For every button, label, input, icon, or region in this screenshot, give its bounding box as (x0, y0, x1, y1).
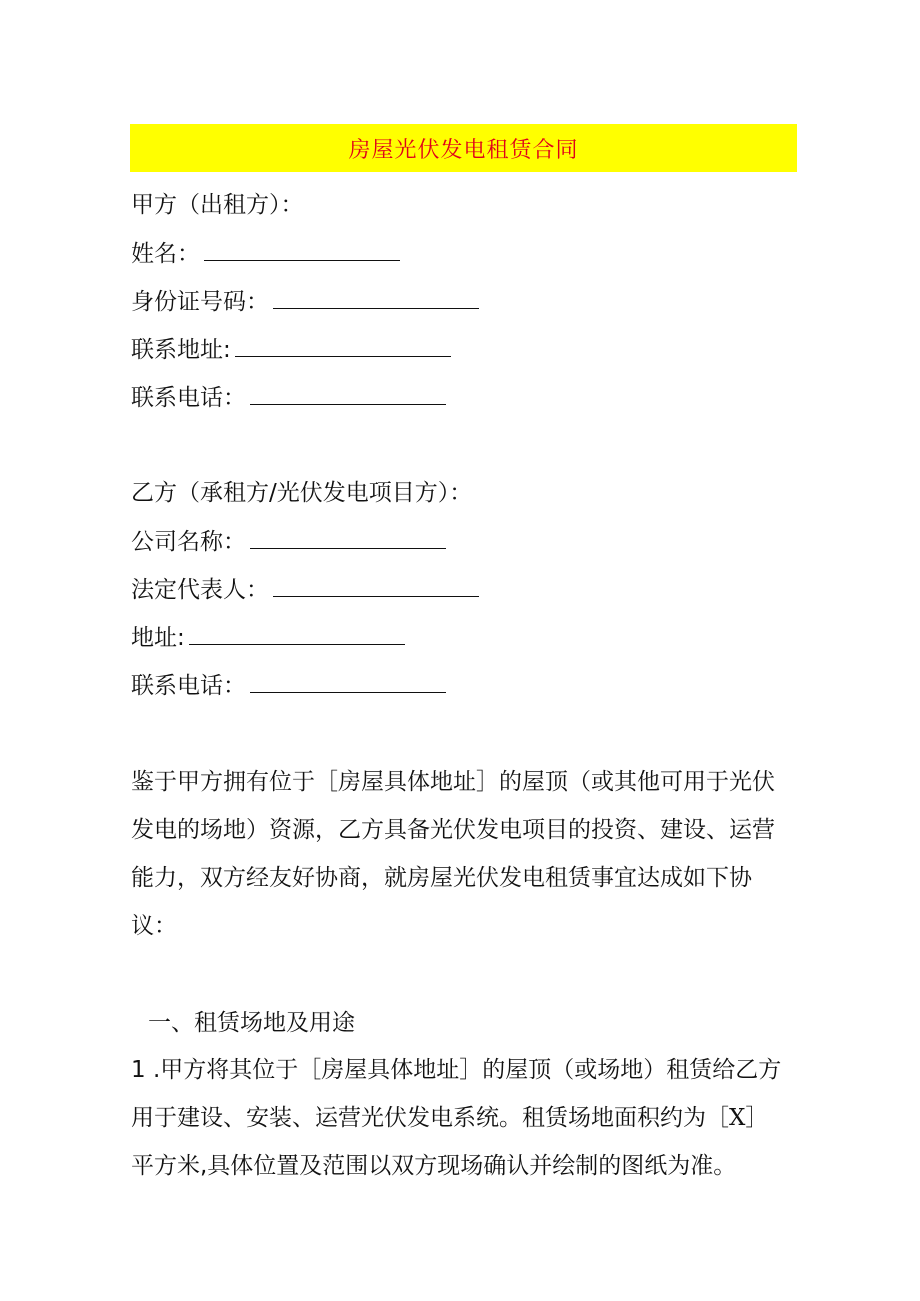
party-a-id-row (131, 286, 479, 317)
party-b-representative-row (131, 574, 479, 605)
party-b-address-blank[interactable] (189, 622, 405, 645)
clause-line: 1 .甲方将其位于［房屋具体地址］的屋顶（或场地）租赁给乙方 (131, 1057, 782, 1083)
section-1-clause-1 (131, 1046, 801, 1190)
party-b-representative-blank[interactable] (273, 574, 479, 597)
party-b-company-row (131, 526, 446, 557)
preamble-line: 能力，双方经友好协商，就房屋光伏发电租赁事宜达成如下协 (131, 865, 752, 891)
party-b-phone-row (131, 670, 446, 701)
party-b-representative-label: 法定代表人： (131, 577, 269, 603)
area-placeholder: ［X］ (706, 1105, 769, 1131)
party-a-name-row (131, 238, 400, 269)
party-b-company-label: 公司名称： (131, 529, 246, 555)
party-a-address-label: 联系地址: (131, 337, 231, 363)
party-b-address-label: 地址: (131, 625, 185, 651)
clause-line: 平方米,具体位置及范围以双方现场确认并绘制的图纸为准。 (131, 1153, 737, 1179)
party-b-phone-label: 联系电话： (131, 673, 246, 699)
party-a-address-row (131, 334, 451, 365)
party-a-name-blank[interactable] (204, 238, 400, 261)
party-b-heading: 乙方（承租方/光伏发电项目方）： (131, 480, 473, 506)
party-a-heading: 甲方（出租方）： (131, 192, 304, 218)
party-a-id-blank[interactable] (273, 286, 479, 309)
party-b-address-row (131, 622, 405, 653)
party-a-name-label: 姓名： (131, 241, 200, 267)
party-a-phone-label: 联系电话： (131, 385, 246, 411)
clause-line (131, 1094, 801, 1142)
preamble-paragraph (131, 758, 801, 950)
party-a-phone-row (131, 382, 446, 413)
party-b-company-blank[interactable] (250, 526, 446, 549)
party-a-address-blank[interactable] (235, 334, 451, 357)
party-b-phone-blank[interactable] (250, 670, 446, 693)
contract-title: 房屋光伏发电租赁合同 (348, 137, 579, 163)
title-banner (130, 124, 797, 172)
clause-line-text: 用于建设、安装、运营光伏发电系统。租赁场地面积约为 (131, 1105, 706, 1131)
section-1-heading: 一、租赁场地及用途 (148, 1010, 355, 1036)
preamble-line: 鉴于甲方拥有位于［房屋具体地址］的屋顶（或其他可用于光伏 (131, 769, 775, 795)
preamble-line: 议： (131, 913, 177, 939)
party-a-id-label: 身份证号码： (131, 289, 269, 315)
party-a-phone-blank[interactable] (250, 382, 446, 405)
preamble-line: 发电的场地）资源，乙方具备光伏发电项目的投资、建设、运营 (131, 817, 775, 843)
